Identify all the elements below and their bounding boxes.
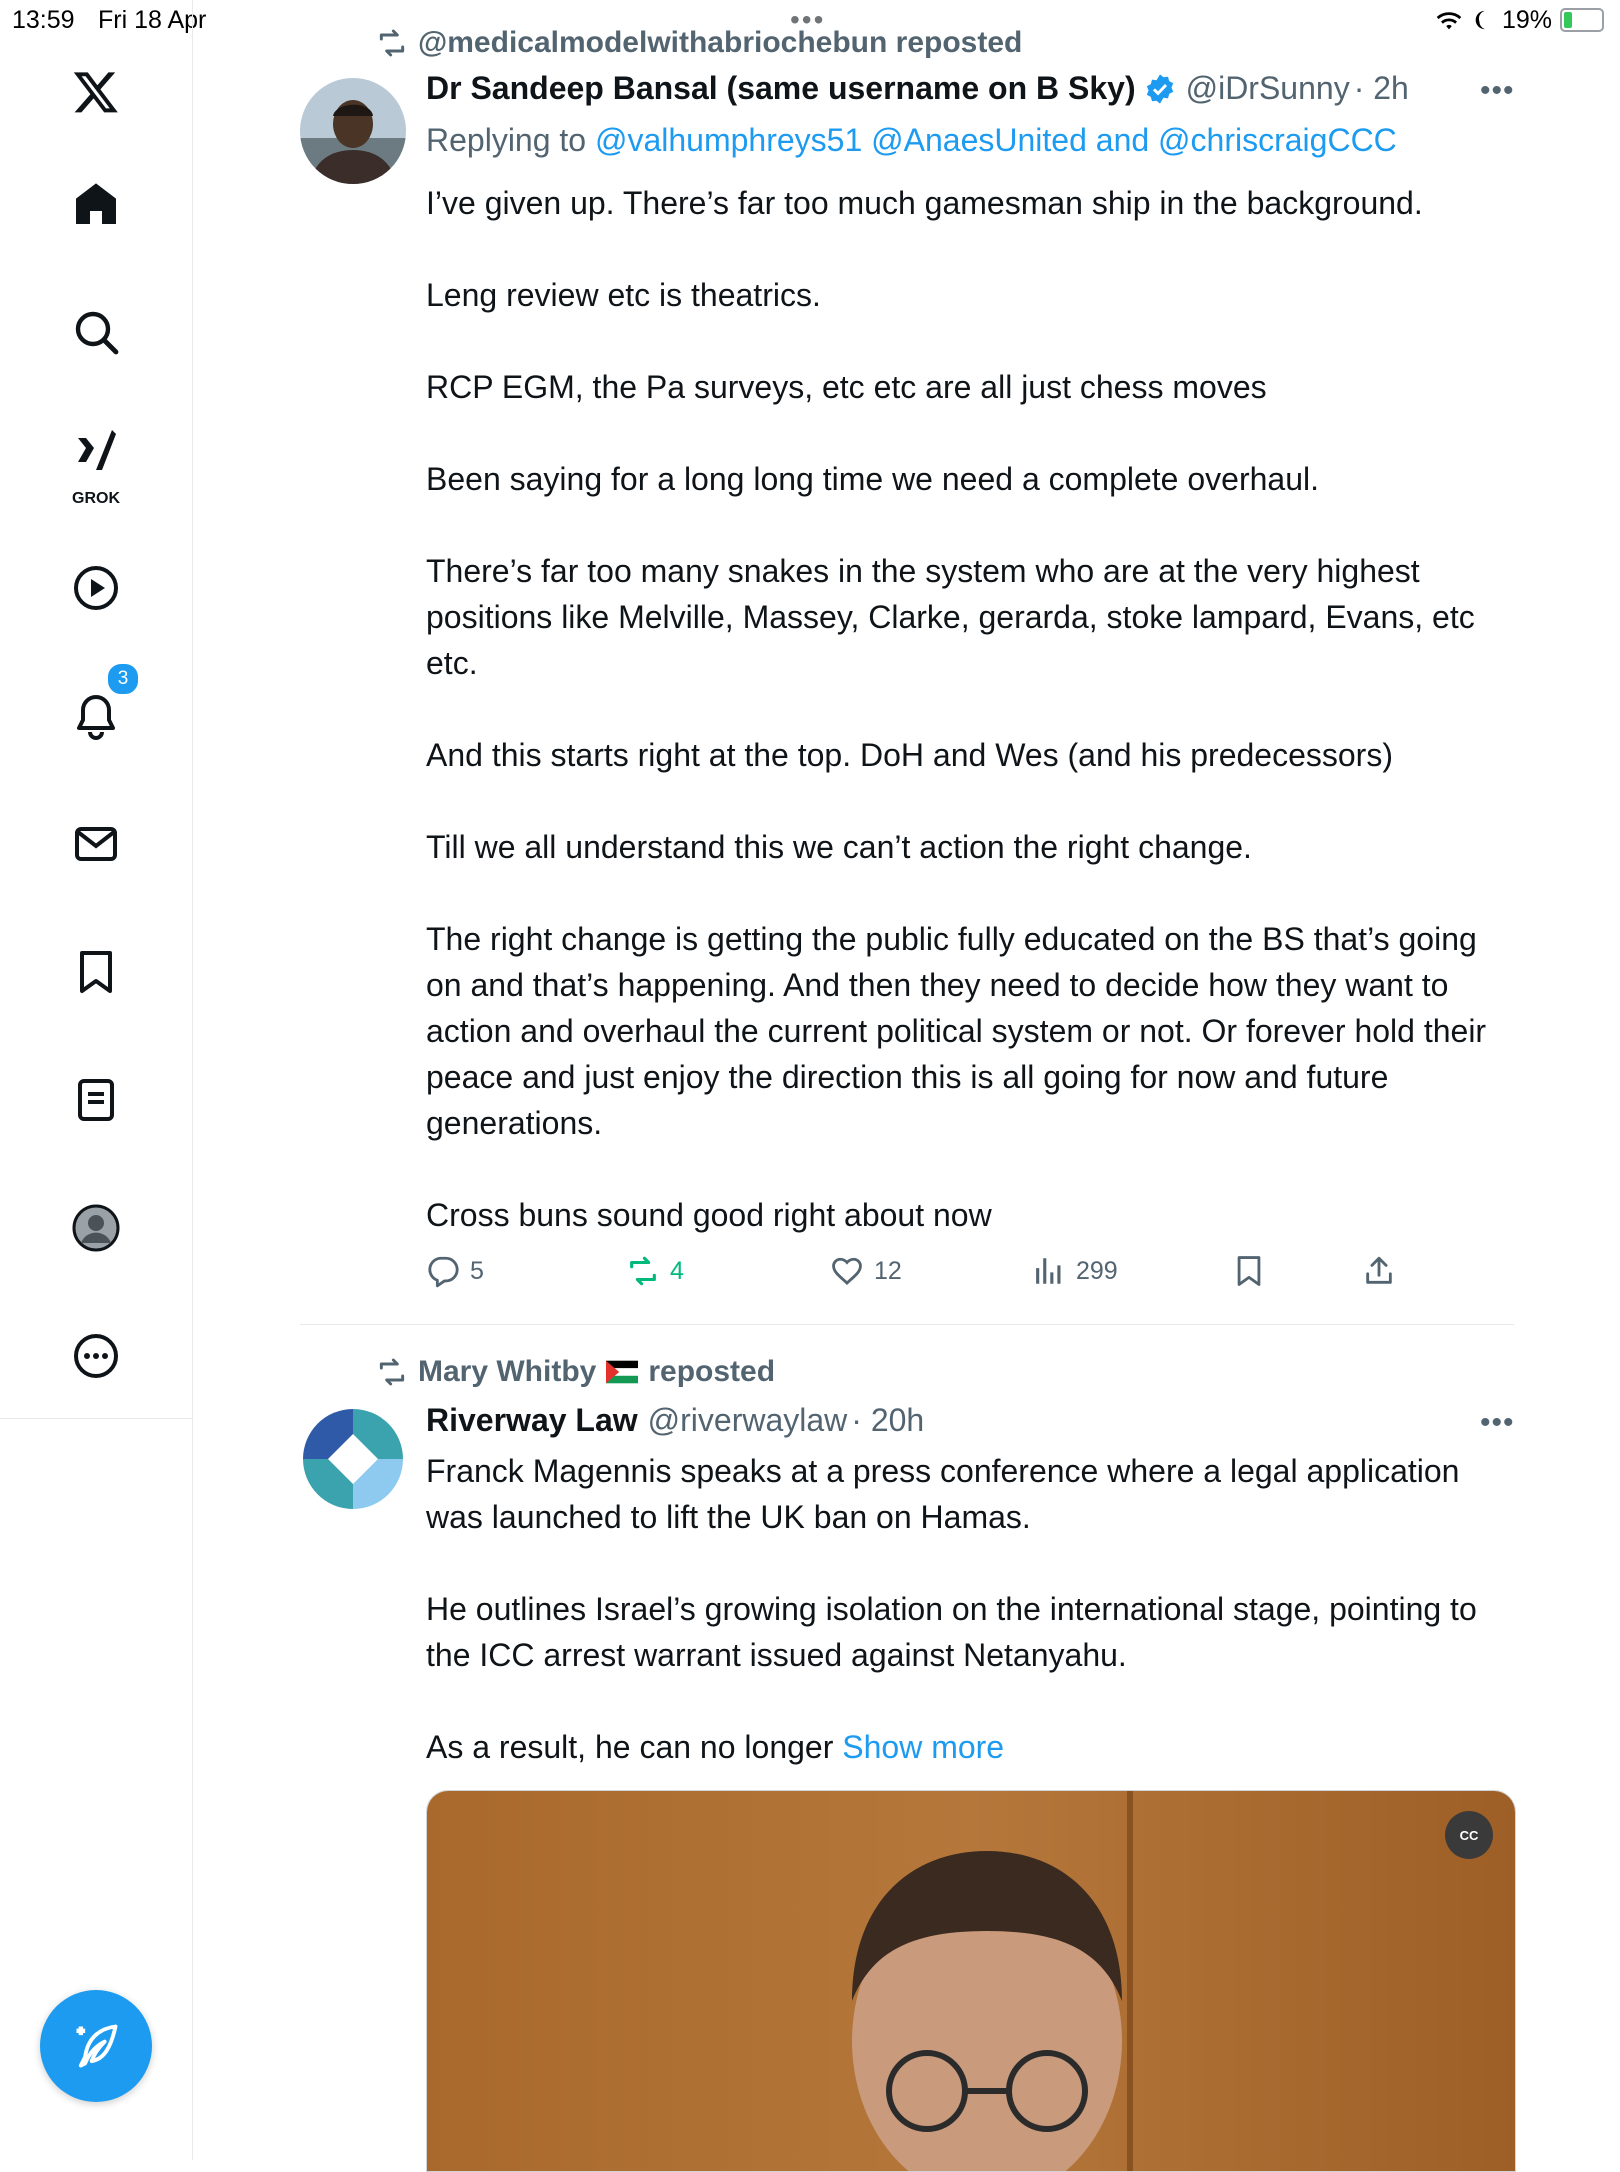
repost-indicator [376, 1355, 775, 1389]
post-body [426, 1448, 1516, 1770]
post-more-icon[interactable]: ••• [1480, 74, 1515, 107]
share-icon [1362, 1254, 1396, 1288]
video-thumbnail [427, 1791, 1515, 2171]
author-name[interactable]: Dr Sandeep Bansal (same username on B Sky) [426, 70, 1136, 106]
battery-percent: 19% [1501, 5, 1552, 34]
post-paragraph: RCP EGM, the Pa surveys, etc etc are all just chess moves [426, 369, 1267, 405]
repost-icon [376, 1356, 408, 1388]
compose-post-button[interactable] [40, 1990, 152, 2102]
heart-icon [830, 1254, 864, 1288]
multitask-dots-icon[interactable]: ••• [790, 4, 826, 35]
reply-count: 5 [470, 1256, 484, 1285]
reply-icon [426, 1254, 460, 1288]
repost-by-label: @medicalmodelwithabriochebun reposted [418, 26, 1023, 59]
post-paragraph: Been saying for a long long time we need a complete overhaul. [426, 461, 1319, 497]
more-options-circle-icon[interactable] [48, 1308, 144, 1404]
status-date: Fri 18 Apr [98, 6, 207, 34]
home-icon[interactable] [48, 156, 144, 252]
post-header [426, 1402, 924, 1439]
search-icon[interactable] [48, 284, 144, 380]
reply-button[interactable] [426, 1254, 484, 1288]
sidebar-divider [0, 1418, 192, 1419]
views-chart-icon [1032, 1254, 1066, 1288]
repost-by-suffix: reposted [648, 1355, 776, 1388]
post-paragraph: I’ve given up. There’s far too much gamesman ship in the background. [426, 185, 1423, 221]
post-paragraph: Franck Magennis speaks at a press conference where a legal application was launched to lift the UK ban on Hamas. [426, 1453, 1460, 1535]
repost-button[interactable] [626, 1254, 684, 1288]
post-more-icon[interactable]: ••• [1480, 1406, 1515, 1439]
compose-feather-icon [70, 2020, 122, 2072]
bookmarks-icon[interactable] [48, 924, 144, 1020]
replying-to-handles[interactable]: @valhumphreys51 @AnaesUnited and @chriscraigCCC [594, 122, 1397, 158]
show-more-link[interactable]: Show more [842, 1729, 1005, 1765]
notifications-bell-icon[interactable] [48, 668, 144, 764]
post-paragraph: The right change is getting the public fully educated on the BS that’s going on and that’s happening. And then they need to decide how they want to action and overhaul the current political system or not. Or forever hold their peace and just enjoy the direction this is all going for now and future generations. [426, 921, 1487, 1141]
verified-badge-icon [1144, 73, 1176, 105]
replying-to [426, 122, 1397, 159]
post-time[interactable]: · 2h [1353, 70, 1409, 106]
moon-icon [1472, 9, 1494, 31]
closed-captions-button[interactable]: CC [1445, 1811, 1493, 1859]
author-handle[interactable]: @iDrSunny [1185, 70, 1350, 106]
post-actions [426, 1254, 1426, 1302]
views-count: 299 [1076, 1256, 1118, 1285]
post-time[interactable]: · 20h [851, 1402, 925, 1438]
video-player[interactable] [426, 1790, 1516, 2172]
messages-envelope-icon[interactable] [48, 796, 144, 892]
repost-icon [626, 1254, 660, 1288]
repost-by-name[interactable]: Mary Whitby [418, 1355, 597, 1388]
post-body [426, 180, 1516, 1238]
like-button[interactable] [830, 1254, 902, 1288]
wifi-icon [1434, 8, 1464, 32]
repost-icon [376, 27, 408, 59]
author-name[interactable]: Riverway Law [426, 1402, 638, 1438]
post-header [426, 70, 1409, 107]
video-play-icon[interactable] [48, 540, 144, 636]
post-paragraph: Till we all understand this we can’t action the right change. [426, 829, 1252, 865]
post-paragraph: Leng review etc is theatrics. [426, 277, 821, 313]
post-paragraph: There’s far too many snakes in the system who are at the very highest positions like Melville, Massey, Clarke, gerarda, stoke lampard, Evans, etc etc. [426, 553, 1475, 681]
like-count: 12 [874, 1256, 902, 1285]
sidebar [0, 0, 193, 2160]
notification-badge: 3 [106, 662, 140, 696]
repost-indicator [376, 26, 1022, 60]
bookmark-icon [1232, 1254, 1266, 1288]
status-time: 13:59 [12, 6, 75, 34]
author-avatar[interactable] [300, 78, 406, 184]
bookmark-button[interactable] [1232, 1254, 1266, 1288]
lists-icon[interactable] [48, 1052, 144, 1148]
repost-count: 4 [670, 1256, 684, 1285]
views-button[interactable] [1032, 1254, 1118, 1288]
truncated-text: As a result, he can no longer [426, 1729, 834, 1765]
palestine-flag-icon [606, 1356, 638, 1388]
x-logo-icon[interactable] [48, 44, 144, 140]
post-paragraph: Cross buns sound good right about now [426, 1197, 992, 1233]
post-paragraph: He outlines Israel’s growing isolation on the international stage, pointing to the ICC arrest warrant issued against Netanyahu. [426, 1591, 1477, 1673]
replying-prefix: Replying to [426, 122, 587, 158]
post-paragraph: And this starts right at the top. DoH and Wes (and his predecessors) [426, 737, 1393, 773]
grok-icon[interactable] [48, 406, 144, 516]
battery-icon [1560, 8, 1604, 32]
post-divider [300, 1324, 1514, 1325]
author-handle[interactable]: @riverwaylaw [647, 1402, 848, 1438]
post-paragraph-truncated [426, 1724, 1516, 1770]
grok-label: GROK [72, 490, 120, 507]
author-avatar[interactable] [300, 1406, 406, 1512]
profile-avatar-icon[interactable] [48, 1180, 144, 1276]
share-button[interactable] [1362, 1254, 1396, 1288]
